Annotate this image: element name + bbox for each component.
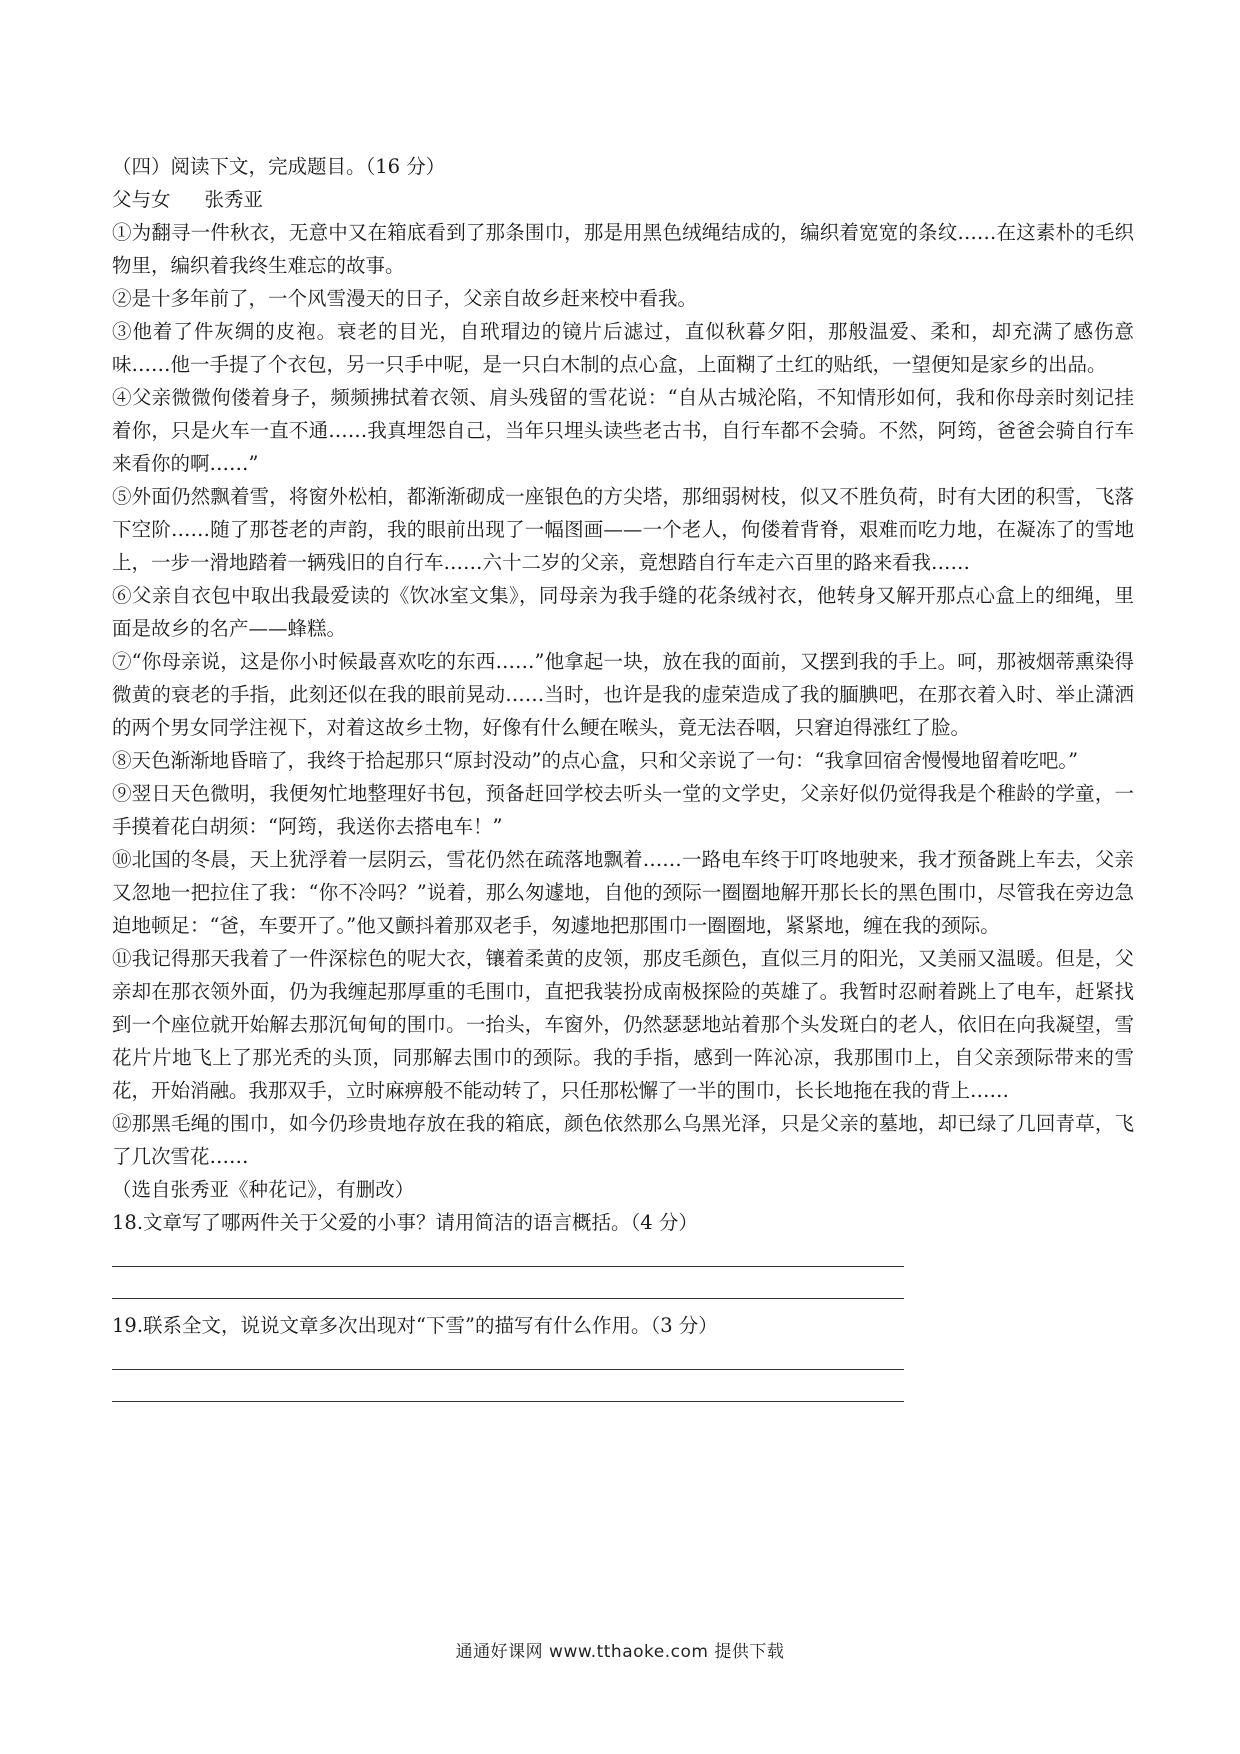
paragraph-10: ⑩北国的冬晨，天上犹浮着一层阴云，雪花仍然在疏落地飘着……一路电车终于叮咚地驶来，我才预备跳上车去，父亲又忽地一把拉住了我：“你不冷吗？”说着，那么匆遽地，自他的颈际一圈圈地解开那长长的黑色围巾，尽管我在旁边急迫地顿足：“爸，车要开了。”他又颤抖着那双老手，匆遽地把那围巾一圈圈地，紧紧地，缠在我的颈际。: [112, 848, 1134, 937]
answer-line[interactable]: [112, 1235, 904, 1267]
answer-line[interactable]: [112, 1370, 904, 1402]
article-title-line: [112, 183, 1134, 216]
article-author: 张秀亚: [204, 188, 264, 211]
paragraph-3: ③他着了件灰绸的皮袍。衰老的目光，自玳瑁边的镜片后滤过，直似秋暮夕阳，那般温爱、柔和，却充满了感伤意味……他一手提了个衣包，另一只手中呢，是一只白木制的点心盒，上面糊了土红的贴纸，一望便知是家乡的出品。: [112, 320, 1134, 376]
section-heading: （四）阅读下文，完成题目。（16 分）: [112, 155, 446, 178]
paragraph-9: ⑨翌日天色微明，我便匆忙地整理好书包，预备赶回学校去听头一堂的文学史，父亲好似仍觉得我是个稚龄的学童，一手摸着花白胡须：“阿筠，我送你去搭电车！”: [112, 782, 1134, 838]
paragraph-8: ⑧天色渐渐地昏暗了，我终于拾起那只“原封没动”的点心盒，只和父亲说了一句：“我拿回宿舍慢慢地留着吃吧。”: [112, 749, 1079, 772]
question-19: 19.联系全文，说说文章多次出现对“下雪”的描写有什么作用。（3 分）: [112, 1314, 718, 1337]
answer-area-18[interactable]: [112, 1235, 1134, 1299]
question-18: 18.文章写了哪两件关于父爱的小事？请用简洁的语言概括。（4 分）: [112, 1211, 698, 1234]
paragraph-7: ⑦“你母亲说，这是你小时候最喜欢吃的东西……”他拿起一块，放在我的面前，又摆到我的手上。呵，那被烟蒂熏染得微黄的衰老的手指，此刻还似在我的眼前晃动……当时，也许是我的虚荣造成了我的腼腆吧，在那衣着入时、举止潇洒的两个男女同学注视下，对着这故乡土物，好像有什么鲠在喉头，竟无法吞咽，只窘迫得涨红了脸。: [112, 650, 1134, 739]
answer-line[interactable]: [112, 1338, 904, 1370]
paragraph-6: ⑥父亲自衣包中取出我最爱读的《饮冰室文集》，同母亲为我手缝的花条绒衬衣，他转身又解开那点心盒上的细绳，里面是故乡的名产——蜂糕。: [112, 584, 1134, 640]
paragraph-2: ②是十多年前了，一个风雪漫天的日子，父亲自故乡赶来校中看我。: [112, 287, 698, 310]
source-note: （选自张秀亚《种花记》，有删改）: [112, 1178, 415, 1201]
footer-download-note: 通通好课网 www.tthaoke.com 提供下载: [455, 1642, 785, 1662]
paragraph-11: ⑪我记得那天我着了一件深棕色的呢大衣，镶着柔黄的皮领，那皮毛颜色，直似三月的阳光，又美丽又温暖。但是，父亲却在那衣领外面，仍为我缠起那厚重的毛围巾，直把我装扮成南极探险的英雄了。我暂时忍耐着跳上了电车，赶紧找到一个座位就开始解去那沉甸甸的围巾。一抬头，车窗外，仍然瑟瑟地站着那个头发斑白的老人，依旧在向我凝望，雪花片片地飞上了那光秃的头顶，同那解去围巾的颈际。我的手指，感到一阵沁凉，我那围巾上，自父亲颈际带来的雪花，开始消融。我那双手，立时麻痹般不能动转了，只任那松懈了一半的围巾，长长地拖在我的背上……: [112, 947, 1134, 1102]
exam-page: [112, 150, 1134, 1402]
paragraph-5: ⑤外面仍然飘着雪，将窗外松柏，都渐渐砌成一座银色的方尖塔，那细弱树枝，似又不胜负荷，时有大团的积雪，飞落下空阶……随了那苍老的声韵，我的眼前出现了一幅图画——一个老人，佝偻着背脊，艰难而吃力地，在凝冻了的雪地上，一步一滑地踏着一辆残旧的自行车……六十二岁的父亲，竟想踏自行车走六百里的路来看我……: [112, 485, 1134, 574]
answer-area-19[interactable]: [112, 1338, 1134, 1402]
paragraph-1: ①为翻寻一件秋衣，无意中又在箱底看到了那条围巾，那是用黑色绒绳结成的，编织着宽宽的条纹……在这素朴的毛织物里，编织着我终生难忘的故事。: [112, 221, 1134, 277]
answer-line[interactable]: [112, 1267, 904, 1299]
paragraph-12: ⑫那黑毛绳的围巾，如今仍珍贵地存放在我的箱底，颜色依然那么乌黑光泽，只是父亲的墓地，却已绿了几回青草，飞了几次雪花……: [112, 1112, 1134, 1168]
article-title: 父与女: [112, 188, 171, 211]
paragraph-4: ④父亲微微佝偻着身子，频频拂拭着衣领、肩头残留的雪花说：“自从古城沦陷，不知情形如何，我和你母亲时刻记挂着你，只是火车一直不通……我真埋怨自己，当年只埋头读些老古书，自行车都不会骑。不然，阿筠，爸爸会骑自行车来看你的啊……”: [112, 386, 1134, 475]
